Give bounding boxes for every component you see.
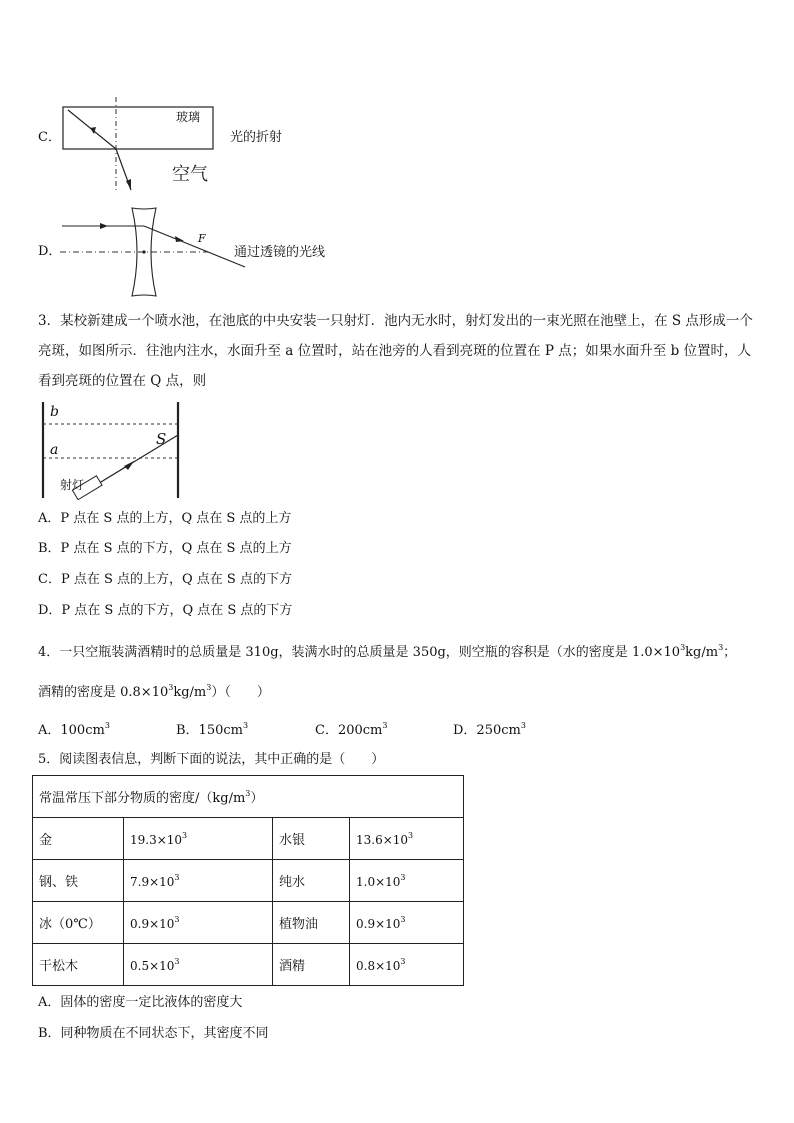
diverging-ray: [144, 226, 245, 267]
table-title: 常温常压下部分物质的密度$/(kg/m^3)$: [33, 776, 464, 818]
substance-name: 干松木: [33, 944, 124, 986]
table-row: [33, 902, 464, 944]
q5-stem: 5．阅读图表信息，判断下面的说法，其中正确的是（ ）: [38, 752, 385, 767]
optical-center: [142, 250, 145, 253]
substance-name: 植物油: [273, 902, 350, 944]
table-row: [33, 944, 464, 986]
table-title-row: [33, 776, 464, 818]
q3-option-a: A．P 点在 S 点的上方，Q 点在 S 点的上方: [38, 511, 292, 526]
density-value: $0.9\times 10^3$: [124, 902, 273, 944]
substance-name: 纯水: [273, 860, 350, 902]
diverging-ray-arrow: [175, 236, 184, 242]
substance-name: 水银: [273, 818, 350, 860]
q5-option-b: B．同种物质在不同状态下，其密度不同: [38, 1026, 269, 1041]
q2-option-d-letter: D．: [38, 244, 62, 259]
q3-option-c: C．P 点在 S 点的上方，Q 点在 S 点的下方: [38, 572, 292, 587]
level-b-label: b: [50, 404, 59, 420]
q4-option-b: B．$150cm^3$: [176, 721, 249, 738]
incident-ray-arrow: [100, 223, 108, 229]
refracted-arrow: [126, 179, 131, 190]
table-row: [33, 818, 464, 860]
substance-name: 钢、铁: [33, 860, 124, 902]
density-value: $7.9\times 10^3$: [124, 860, 273, 902]
light-beam-arrow: [124, 461, 134, 470]
point-s-label: S: [156, 430, 167, 448]
substance-name: 冰（0℃）: [33, 902, 124, 944]
q4-option-a: A．$100cm^3$: [38, 721, 110, 738]
incident-arrow: [90, 127, 96, 134]
q2-option-c-caption: 光的折射: [230, 130, 283, 145]
substance-name: 酒精: [273, 944, 350, 986]
density-value: $0.5\times 10^3$: [124, 944, 273, 986]
q4-option-d: D．$250cm^3$: [453, 721, 526, 738]
q4-option-c: C．$200cm^3$: [315, 721, 388, 738]
density-value: $13.6\times 10^3$: [350, 818, 464, 860]
air-label: 空气: [172, 164, 208, 185]
substance-name: 金: [33, 818, 124, 860]
spotlight-label: 射灯: [60, 478, 85, 492]
glass-label: 玻璃: [176, 110, 201, 124]
q3-option-b: B．P 点在 S 点的下方，Q 点在 S 点的上方: [38, 541, 292, 556]
lens-diagram: [60, 205, 250, 300]
focus-label: F: [198, 232, 206, 245]
density-value: $0.8\times 10^3$: [350, 944, 464, 986]
level-a-label: a: [50, 442, 59, 458]
q4-stem-line2: 酒精的密度是 $0.8\times 10^3kg/m^3$）（ ）: [38, 683, 270, 700]
q2-option-c-letter: C．: [38, 130, 61, 145]
table-row: [33, 860, 464, 902]
density-value: $19.3\times 10^3$: [124, 818, 273, 860]
q3-option-d: D．P 点在 S 点的下方，Q 点在 S 点的下方: [38, 603, 293, 618]
q2-option-d-caption: 通过透镜的光线: [234, 245, 326, 260]
density-value: $1.0\times 10^3$: [350, 860, 464, 902]
density-value: $0.9\times 10^3$: [350, 902, 464, 944]
q4-stem-line1: 4．一只空瓶装满酒精时的总质量是 310g，装满水时的总质量是 350g，则空瓶的容积是（水的密度是 $1.0\times 10^3kg/m^3$；: [38, 643, 737, 660]
q5-option-a: A．固体的密度一定比液体的密度大: [38, 995, 243, 1010]
density-table: [32, 775, 464, 986]
q3-stem: 3．某校新建成一个喷水池，在池底的中央安装一只射灯．池内无水时，射灯发出的一束光照在池壁上，在 S 点形成一个亮斑，如图所示．往池内注水，水面升至 a 位置时，站在池旁的人看到亮斑的位置在 P 点；如果水面升至 b 位置时，人看到亮斑的位置在 Q 点，则: [38, 313, 753, 389]
